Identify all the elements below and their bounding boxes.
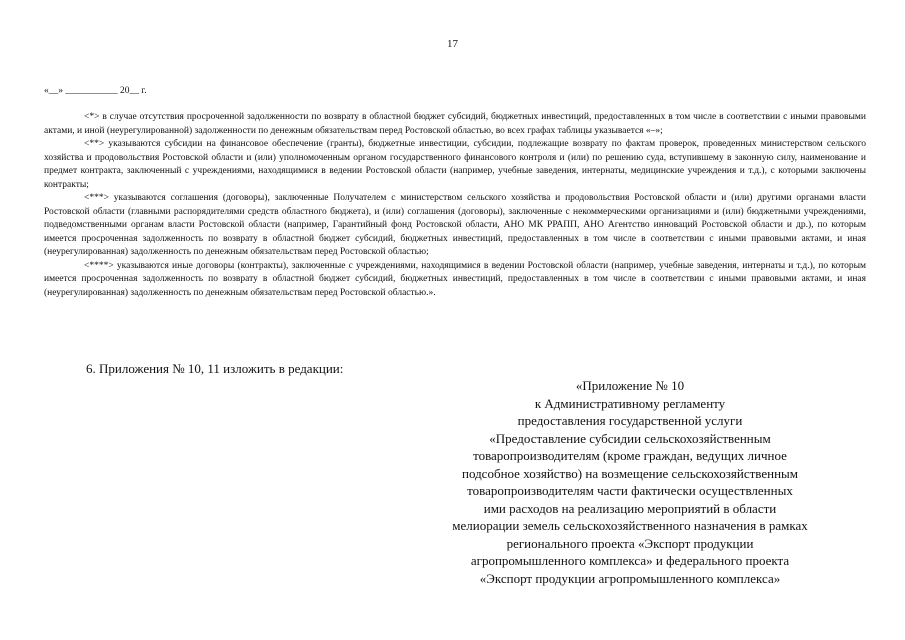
annex-header-line: «Предоставление субсидии сельскохозяйственным bbox=[489, 430, 771, 446]
footnotes-block bbox=[44, 111, 866, 300]
annex-header-line: ими расходов на реализацию мероприятий в области bbox=[483, 500, 777, 516]
annex-header-line: подсобное хозяйство) на возмещение сельскохозяйственным bbox=[461, 465, 798, 481]
footnote-4: <****> указываются иные договоры (контракты), заключенные с учреждениями, находящимися в ведении Ростовской области (например, учебные заведения, интернаты и т.д.), по которым имеется просроченная задолженность по возврату в областной бюджет субсидий, бюджетных инвестиций, предоставленных в том числе в соответствии с иными правовыми актами, и иная (неурегулированная) задолженность по денежным обязательствам перед Ростовской областью.». bbox=[44, 260, 866, 298]
annex-header-line: товаропроизводителям (кроме граждан, ведущих личное bbox=[473, 448, 787, 463]
annex-header-line: «Приложение № 10 bbox=[575, 378, 685, 393]
signature-date-line: «__» ___________ 20__ г. bbox=[44, 86, 147, 96]
annex-header-line: «Экспорт продукции агропромышленного комплекса» bbox=[479, 570, 781, 586]
annex-header-line: регионального проекта «Экспорт продукции bbox=[506, 535, 754, 551]
page-number: 17 bbox=[447, 38, 458, 50]
footnote-3: <***> указываются соглашения (договоры), заключенные Получателем с министерством сельского хозяйства и продовольствия Ростовской области и (или) другими органами власти Ростовской области (главными распорядителями средств областного бюджета), и (или) соглашения (договоры), заключенные с некоммерческими организациями и (или) бюджетными учреждениями, подведомственными органам власти Ростовской области (например, Гарантийный фонд Ростовской области, АНО МК РРАПП, АНО Агентство инноваций Ростовской области и др.), по которым имеется просроченная задолженность по возврату в областной бюджет субсидий, бюджетных инвестиций, предоставленных в том числе в соответствии с иными правовыми актами, и иная (неурегулированная) задолженность по денежным обязательствам перед Ростовской областью; bbox=[44, 193, 866, 257]
annex-header-line: агропромышленного комплекса» и федерального проекта bbox=[470, 553, 790, 568]
footnote-2: <**> указываются субсидии на финансовое обеспечение (гранты), бюджетные инвестиции, субсидии, подлежащие возврату по фактам проверок, проведенных министерством сельского хозяйства и продовольствия Ростовской области и (или) уполномоченным органом государственного финансового контроля и (или) по решению суда, вступившему в законную силу, наименование и предмет контракта, заключенный с учреждениями, находящимися в ведении Ростовской области (например, учебные заведения, интернаты, медицинские учреждения и т.д.), с которыми заключены контракты; bbox=[44, 139, 866, 190]
annex-header-line: предоставления государственной услуги bbox=[517, 413, 743, 428]
annex-header-line: товаропроизводителям части фактически осуществленных bbox=[467, 483, 793, 498]
annex-10-header bbox=[420, 377, 840, 587]
footnote-1: <*> в случае отсутствия просроченной задолженности по возврату в областной бюджет субсидий, бюджетных инвестиций, предоставленных в том числе в соответствии с иными правовыми актами, и иной (неурегулированной) задолженности по денежным обязательствам перед Ростовской областью, во всех графах таблицы указывается «–»; bbox=[44, 112, 866, 136]
amendment-item-6: 6. Приложения № 10, 11 изложить в редакции: bbox=[86, 361, 344, 376]
annex-header-line: к Административному регламенту bbox=[534, 395, 726, 411]
annex-header-line: мелиорации земель сельскохозяйственного назначения в рамках bbox=[452, 518, 808, 533]
